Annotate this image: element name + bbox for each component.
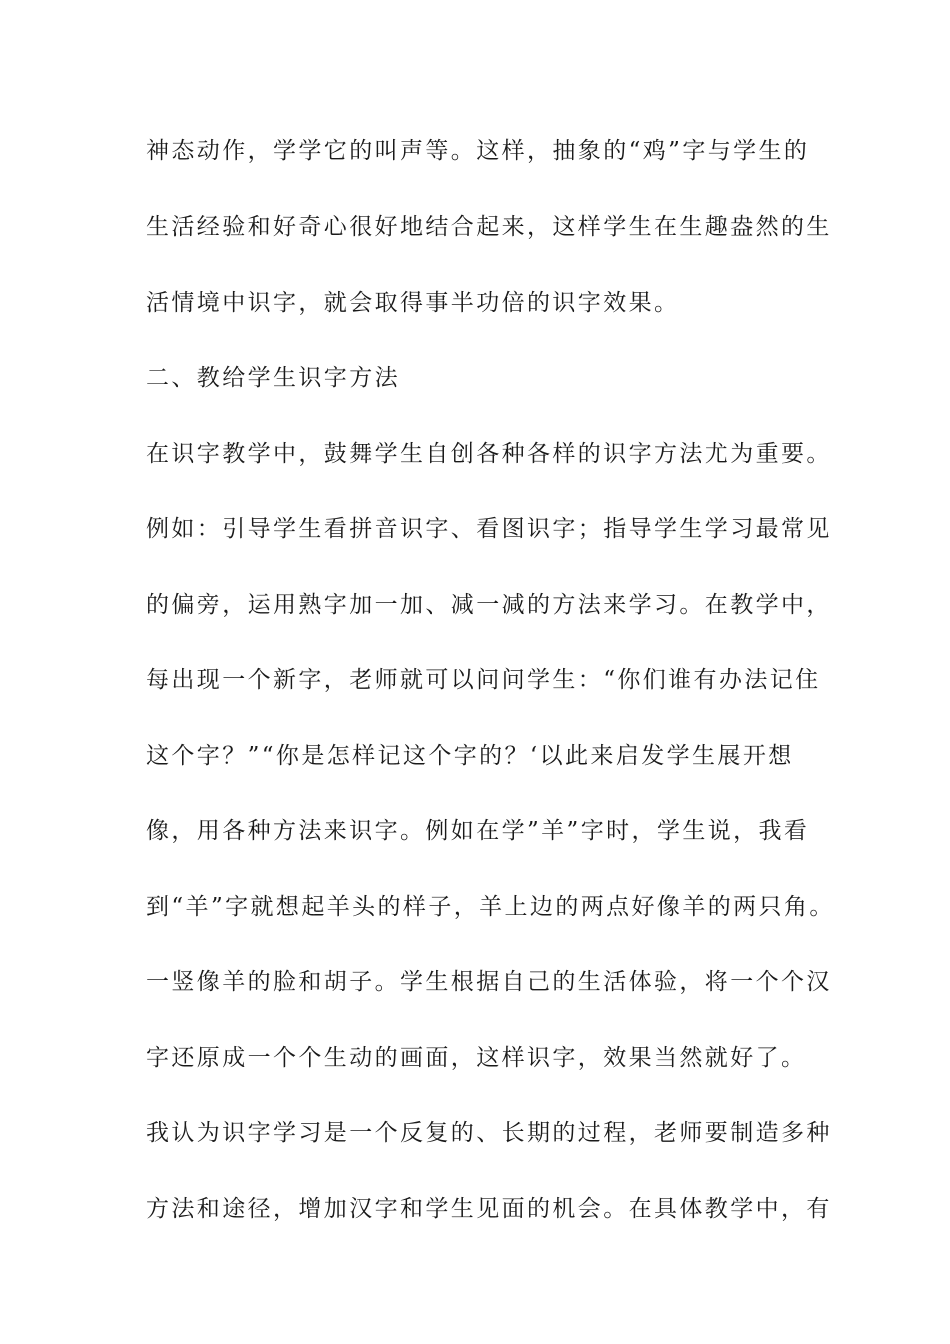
paragraph-line: 这个字？”“你是怎样记这个字的？‘以此来启发学生展开想 (146, 743, 794, 769)
paragraph-line: 的偏旁，运用熟字加一加、减一减的方法来学习。在教学中， (146, 592, 832, 618)
section-heading: 二、教给学生识字方法 (146, 365, 400, 391)
paragraph-line: 方法和途径，增加汉字和学生见面的机会。在具体教学中，有 (146, 1196, 832, 1222)
paragraph-line: 到“羊”字就想起羊头的样子，羊上边的两点好像羊的两只角。 (146, 894, 835, 920)
paragraph-line: 活情境中识字，就会取得事半功倍的识字效果。 (146, 290, 680, 316)
paragraph-line: 生活经验和好奇心很好地结合起来，这样学生在生趣盎然的生 (146, 214, 832, 240)
paragraph-line: 神态动作，学学它的叫声等。这样，抽象的“鸡”字与学生的 (146, 138, 810, 164)
paragraph-line: 在识字教学中，鼓舞学生自创各种各样的识字方法尤为重要。 (146, 441, 832, 467)
paragraph-line: 例如：引导学生看拼音识字、看图识字；指导学生学习最常见 (146, 516, 832, 542)
paragraph-line: 像，用各种方法来识字。例如在学”羊”字时，学生说，我看 (146, 818, 810, 844)
paragraph-line: 我认为识字学习是一个反复的、长期的过程，老师要制造多种 (146, 1120, 832, 1146)
paragraph-line: 字还原成一个个生动的画面，这样识字，效果当然就好了。 (146, 1045, 807, 1071)
paragraph-line: 一竖像羊的脸和胡子。学生根据自己的生活体验，将一个个汉 (146, 969, 832, 995)
paragraph-line: 每出现一个新字，老师就可以问问学生：“你们谁有办法记住 (146, 667, 821, 693)
